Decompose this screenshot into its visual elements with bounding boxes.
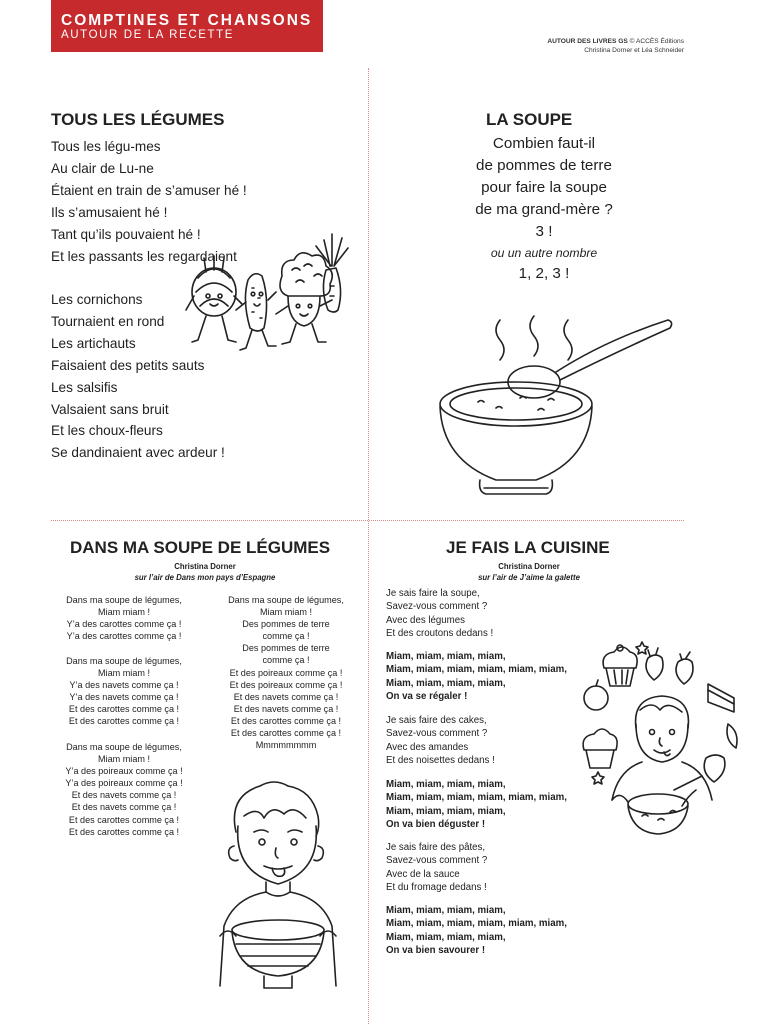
dans-ma-soupe-col1-stanza-2 [54,655,194,728]
song-line: Dans ma soupe de légumes, [66,742,182,752]
song-line: Avec des amandes [386,741,469,753]
song-line: Tournaient en rond [51,313,165,329]
credit-authors: Christina Dorner et Léa Schneider [584,47,684,54]
credit-block [547,37,684,55]
song-line: Étaient en train de s’amuser hé ! [51,182,247,198]
dans-ma-soupe-air: sur l’air de Dans mon pays d’Espagne [134,573,276,582]
song-line: Et les choux-fleurs [51,423,163,439]
song-line: On va bien savourer ! [386,945,486,957]
song-line: Savez-vous comment ? [386,728,488,740]
dans-ma-soupe-col1-stanza-1 [54,594,194,642]
song-line: Se dandinaient avec ardeur ! [51,445,225,461]
song-line: Dans ma soupe de légumes, [228,595,344,605]
song-line: Y’a des carottes comme ça ! [66,631,182,642]
song-line: de pommes de terre [476,157,612,174]
cuisine-refrain-1 [386,650,567,704]
cuisine-verse-2 [386,714,495,768]
song-line: Miam, miam, miam, miam, miam, miam, [386,664,567,676]
song-line: Avec de la sauce [386,868,460,880]
song-line: Des pommes de terre [242,643,330,654]
song-line: Et des noisettes dedans ! [386,755,495,767]
credit-series: AUTOUR DES LIVRES GS [547,38,628,45]
cuisine-subtitle [424,561,634,583]
soupe-last-line: 1, 2, 3 ! [518,265,570,282]
song-line: Et des navets comme ça ! [71,802,177,813]
song-line: Et des poireaux comme ça ! [229,679,343,690]
soupe-title: LA SOUPE [486,110,573,129]
soupe-note: ou un autre nombre [490,246,598,260]
song-line: Des pommes de terre [242,619,330,630]
song-line: Y’a des poireaux comme ça ! [65,766,183,777]
song-line: Faisaient des petits sauts [51,357,205,373]
dans-ma-soupe-title: DANS MA SOUPE DE LÉGUMES [70,538,331,557]
credit-publisher: © ACCÈS Éditions [629,38,684,45]
cuisine-air: sur l’air de J’aime la galette [478,573,580,582]
soupe-text [424,133,664,285]
song-line: Et des navets comme ça ! [71,790,177,801]
dancing-vegetables-drawing [184,230,352,360]
cuisine-refrain-2 [386,778,567,832]
song-line: Au clair de Lu-ne [51,160,154,176]
song-line: Savez-vous comment ? [386,855,488,867]
song-line: Miam miam ! [97,607,151,618]
song-line: Tant qu’ils pouvaient hé ! [51,226,201,242]
song-line: Et du fromage dedans ! [386,882,487,894]
song-line: pour faire la soupe [481,179,607,196]
cuisine-author: Christina Dorner [498,562,560,571]
song-line: Et des poireaux comme ça ! [229,667,343,678]
song-line: Et des carottes comme ça ! [68,814,180,825]
song-line: Savez-vous comment ? [386,601,488,613]
song-line: Avec des légumes [386,614,465,626]
song-line: comme ça ! [262,655,310,666]
song-line: comme ça ! [262,631,310,642]
song-line: Et des navets comme ça ! [233,691,339,702]
song-line: Et des carottes comme ça ! [68,704,180,715]
song-line: Miam, miam, miam, miam, miam, miam, [386,918,567,930]
song-line: Et des navets comme ça ! [233,703,339,714]
song-line: Et des croutons dedans ! [386,628,494,640]
soup-bowl-with-spoon-drawing [436,310,676,506]
song-line: Et des carottes comme ça ! [230,728,342,739]
song-line: de ma grand-mère ? [475,201,613,218]
song-line: Miam, miam, miam, miam, [386,651,506,662]
song-line: Ils s’amusaient hé ! [51,204,168,220]
song-line: Dans ma soupe de légumes, [66,656,182,666]
cuisine-verse-3 [386,841,487,895]
boy-licking-lips-with-bowl-drawing [214,776,344,1006]
song-line: Je sais faire des cakes, [386,715,487,726]
cuisine-refrain-3 [386,904,567,958]
song-line: Miam miam ! [259,607,313,618]
song-line: Y’a des navets comme ça ! [69,692,179,703]
song-line: Miam, miam, miam, miam, [386,677,506,689]
header-title: COMPTINES ET CHANSONS [61,12,313,29]
song-line: Miam, miam, miam, miam, [386,805,506,817]
song-line: Y’a des navets comme ça ! [69,680,179,691]
song-line: Miam, miam, miam, miam, [386,931,506,943]
song-line: Tous les légu-mes [51,139,161,154]
song-line: Je sais faire des pâtes, [386,842,486,853]
song-line: Et des carottes comme ça ! [230,715,342,726]
song-line: Miam miam ! [97,754,151,765]
song-line: Combien faut-il [492,135,596,152]
dans-ma-soupe-author: Christina Dorner [174,562,236,571]
song-line: Valsaient sans bruit [51,401,169,417]
horizontal-divider [51,520,684,521]
song-line: Et des carottes comme ça ! [68,826,180,837]
cuisine-title: JE FAIS LA CUISINE [446,538,610,557]
song-line: Miam miam ! [97,668,151,679]
song-line: Les cornichons [51,292,143,307]
song-line: Miam, miam, miam, miam, miam, miam, [386,792,567,804]
dans-ma-soupe-subtitle [100,561,310,583]
header-band [51,0,323,52]
song-line: Et des carottes comme ça ! [68,716,180,727]
song-line: Les artichauts [51,335,136,351]
boy-cooking-with-desserts-drawing [578,640,746,836]
vertical-divider [368,68,369,1024]
cuisine-verse-1 [386,587,493,641]
song-line: Mmmmmmmm [255,740,317,751]
song-line: Je sais faire la soupe, [386,588,480,599]
song-line: On va bien déguster ! [386,819,486,831]
song-line: Y’a des carottes comme ça ! [66,619,182,630]
song-line: 3 ! [535,223,553,240]
soupe-lines [424,133,664,243]
header-subtitle: AUTOUR DE LA RECETTE [61,29,235,41]
song-line: Dans ma soupe de légumes, [66,595,182,605]
song-line: Miam, miam, miam, miam, [386,905,506,916]
dans-ma-soupe-col1-stanza-3 [54,741,194,838]
song-line: Miam, miam, miam, miam, [386,779,506,790]
legumes-title: TOUS LES LÉGUMES [51,110,225,129]
song-line: Les salsifis [51,379,118,395]
dans-ma-soupe-col2 [216,594,356,751]
song-line: Y’a des poireaux comme ça ! [65,778,183,789]
song-line: Et les passants les regardaient [51,248,237,264]
song-line: On va se régaler ! [386,691,468,703]
